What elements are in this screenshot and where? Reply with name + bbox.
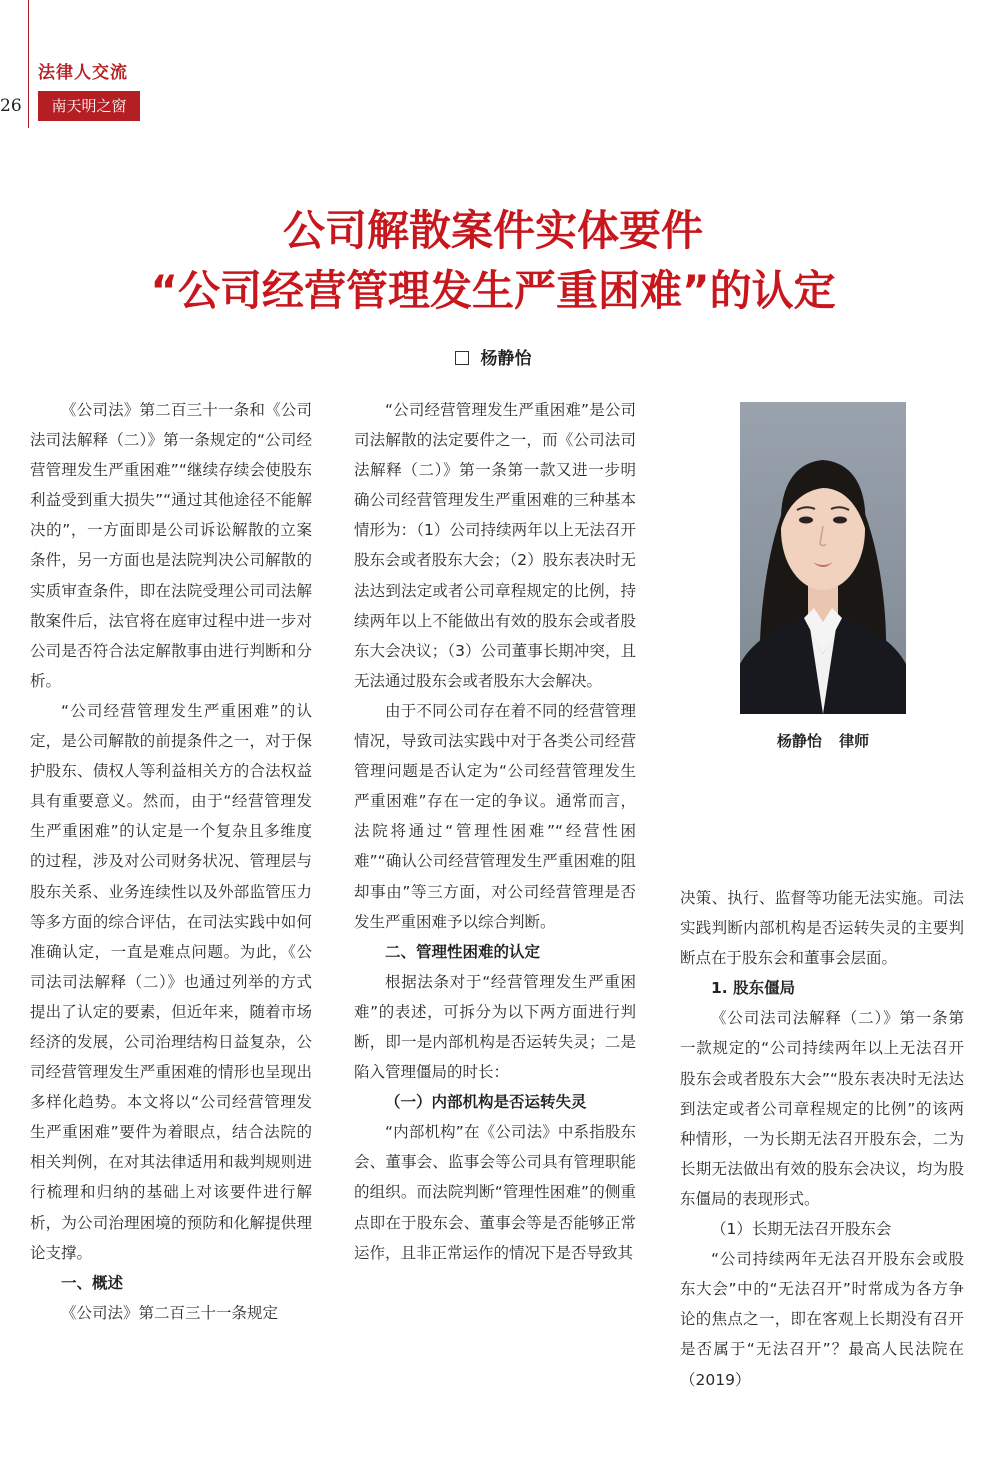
header-rule xyxy=(28,0,29,128)
section-heading: 一、概述 xyxy=(61,1273,124,1292)
paragraph: 根据法条对于“经营管理发生严重困难”的表述，可拆分为以下两方面进行判断，即一是内部机构是否运转失灵；二是陷入管理僵局的时长： xyxy=(354,972,636,1082)
paragraph: 《公司法》第二百三十一条规定 xyxy=(61,1303,279,1322)
paragraph: “公司经营管理发生严重困难”的认定，是公司解散的前提条件之一，对于保护股东、债权人等利益相关方的合法权益具有重要意义。然而，由于“经营管理发生严重困难”的认定是一个复杂且多维度的过程，涉及对公司财务状况、管理层与股东关系、业务连续性以及外部监管压力等多方面的综合评估，在司法实践中如何准确认定，一直是难点问题。为此，《公司法司法解释（二）》也通过列举的方式提出了认定的要素，但近年来，随着市场经济的发展，公司治理结构日益复杂，公司经营管理发生严重困难的情形也呈现出多样化趋势。本文将以“公司经营管理发生严重困难”要件为着眼点，结合法院的相关判例，在对其法律适用和裁判规则进行梳理和归纳的基础上对该要件进行解析，为公司治理困境的预防和化解提供理论支撑。 xyxy=(30,701,312,1262)
column-name-badge: 南天明之窗 xyxy=(38,91,140,121)
paragraph: “公司持续两年无法召开股东会或股东大会”中的“无法召开”时常成为各方争论的焦点之一，即在客观上长期没有召开是否属于“无法召开”？最高人民法院在（2019） xyxy=(680,1250,964,1389)
author-name: 杨静怡 xyxy=(480,349,532,369)
text-column-3 xyxy=(680,883,964,1395)
square-bullet-icon xyxy=(455,351,469,365)
paragraph: “公司经营管理发生严重困难”是公司司法解散的法定要件之一，而《公司法司法解释（二）》第一条第一款又进一步明确公司经营管理发生严重困难的三种基本情形为：（1）公司持续两年以上无法召开股东会或者股东大会；（2）股东表决时无法达到法定或者公司章程规定的比例，持续两年以上不能做出有效的股东会或者股东大会决议；（3）公司董事长期冲突，且无法通过股东会或者股东大会解决。 xyxy=(354,401,636,690)
subsection-heading: （1）长期无法召开股东会 xyxy=(711,1220,892,1239)
paragraph: 由于不同公司存在着不同的经营管理情况，导致司法实践中对于各类公司经营管理问题是否认定为“公司经营管理发生严重困难”存在一定的争议。通常而言，法院将通过“管理性困难”“经营性困难”“确认公司经营管理发生严重困难的阻却事由”等三方面，对公司经营管理是否发生严重困难予以综合判断。 xyxy=(354,701,636,931)
text-column-2 xyxy=(354,395,636,1268)
paragraph: 决策、执行、监督等功能无法实施。司法实践判断内部机构是否运转失灵的主要判断点在于股东会和董事会层面。 xyxy=(680,889,964,968)
subsection-heading: 1. 股东僵局 xyxy=(711,979,796,998)
author-portrait xyxy=(740,402,906,714)
article-title-line2: “公司经营管理发生严重困难”的认定 xyxy=(150,266,836,315)
paragraph: 《公司法》第二百三十一条和《公司法司法解释（二）》第一条规定的“公司经营管理发生严重困难”“继续存续会使股东利益受到重大损失”“通过其他途径不能解决的”，一方面即是公司诉讼解散的立案条件，另一方面也是法院判决公司解散的实质审查条件，即在法院受理公司司法解散案件后，法官将在庭审过程中进一步对公司是否符合法定解散事由进行判断和分析。 xyxy=(30,401,312,690)
section-heading: 二、管理性困难的认定 xyxy=(385,942,541,961)
author-byline xyxy=(0,344,986,369)
section-label: 法律人交流 xyxy=(38,63,128,83)
paragraph: “内部机构”在《公司法》中系指股东会、董事会、监事会等公司具有管理职能的组织。而法院判断“管理性困难”的侧重点即在于股东会、董事会等是否能够正常运作，且非正常运作的情况下是否导致其 xyxy=(354,1123,636,1262)
subsection-heading: （一）内部机构是否运转失灵 xyxy=(385,1093,587,1112)
text-column-1 xyxy=(30,395,312,1328)
portrait-illustration xyxy=(740,402,906,714)
paragraph: 《公司法司法解释（二）》第一条第一款规定的“公司持续两年以上无法召开股东会或者股东大会”“股东表决时无法达到法定或者公司章程规定的比例”的该两种情形，一为长期无法召开股东会，二为长期无法做出有效的股东会决议，均为股东僵局的表现形式。 xyxy=(680,1009,964,1208)
page-number: 26 xyxy=(0,96,22,116)
photo-caption: 杨静怡 律师 xyxy=(776,732,870,750)
article-title-line1: 公司解散案件实体要件 xyxy=(282,206,703,255)
